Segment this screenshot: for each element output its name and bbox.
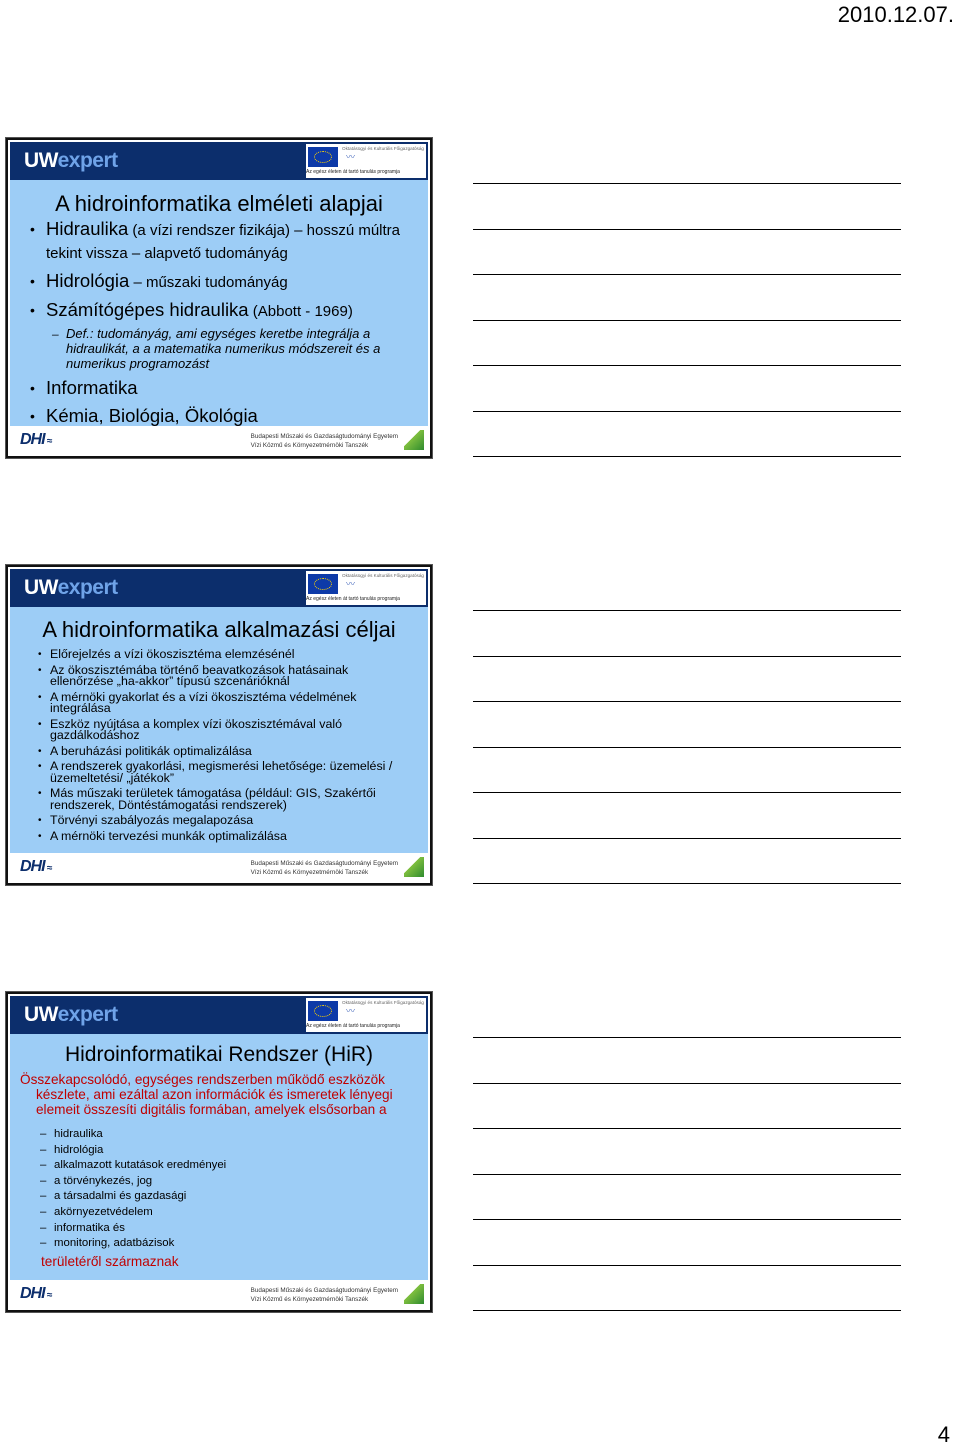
uwexpert-logo: UWexpert <box>24 149 118 172</box>
slide-footer <box>10 426 428 454</box>
slide-1 <box>6 138 432 458</box>
list-item: • A rendszerek gyakorlási, megismerési lehetősége: üzemelési /üzemeltetési/ „játékok” <box>10 761 398 784</box>
slide-3 <box>6 992 432 1312</box>
page-date: 2010.12.07. <box>837 2 954 27</box>
list-item: – hidraulika <box>10 1127 418 1143</box>
note-line <box>473 1310 901 1311</box>
page-number: 4 <box>937 1422 950 1447</box>
eu-logo: 〰 Oktatásügyi és Kulturális Főigazgatóság Az egész életen át tartó tanulás programja <box>306 144 426 178</box>
list-item: • Eszköz nyújtása a komplex vízi ökoszisztémával való gazdálkodáshoz <box>10 719 398 742</box>
note-line <box>473 365 901 366</box>
slide-title: A hidroinformatika elméleti alapjai <box>55 191 383 216</box>
bullet-list <box>10 218 412 426</box>
list-item: – a törvénykezés, jog <box>10 1174 418 1190</box>
list-item: • Előrejelzés a vízi ökoszisztéma elemzésénél <box>10 649 398 661</box>
eu-logo: 〰 Oktatásügyi és Kulturális Főigazgatóság Az egész életen át tartó tanulás programja <box>306 998 426 1032</box>
dhi-logo: DHI ≈ <box>20 858 52 875</box>
bme-logo-icon <box>404 430 424 450</box>
list-item: – akörnyezetvédelem <box>10 1205 418 1221</box>
note-line <box>473 883 901 884</box>
bullet-list <box>10 649 398 846</box>
bme-text: Budapesti Műszaki és Gazdaságtudományi Egyetem Vízi Közmű és Környezetmérnöki Tanszék <box>250 860 398 876</box>
slide-footer <box>10 1280 428 1308</box>
note-line <box>473 701 901 702</box>
list-item: – informatika és <box>10 1221 418 1237</box>
outro-text: területéről származnak <box>41 1254 179 1269</box>
list-item: – monitoring, adatbázisok <box>10 1236 418 1252</box>
note-line <box>473 456 901 457</box>
list-item: • Törvényi szabályozás megalapozása <box>10 815 398 827</box>
eu-bird-icon: 〰 <box>346 152 356 162</box>
note-line <box>473 1128 901 1129</box>
note-line <box>473 411 901 412</box>
note-line <box>473 838 901 839</box>
slide-title: Hidroinformatikai Rendszer (HiR) <box>64 1043 374 1066</box>
list-item: – alkalmazott kutatások eredményei <box>10 1158 418 1174</box>
bme-logo-icon <box>404 1284 424 1304</box>
list-item: • Informatika <box>10 377 412 398</box>
slide-1-background <box>10 142 428 454</box>
uwexpert-logo: UWexpert <box>24 1003 118 1026</box>
slide-header <box>10 569 428 607</box>
bme-text: Budapesti Műszaki és Gazdaságtudományi Egyetem Vízi Közmű és Környezetmérnöki Tanszék <box>250 433 398 449</box>
list-item: • Hidraulika (a vízi rendszer fizikája) – hosszú múltra tekint vissza – alapvető tudományág <box>10 218 412 264</box>
note-line <box>473 610 901 611</box>
slide-2 <box>6 565 432 885</box>
eu-flag-icon <box>308 147 338 167</box>
list-item: • Számítógépes hidraulika (Abbott - 1969) <box>10 299 412 322</box>
list-item: – a társadalmi és gazdasági <box>10 1189 418 1205</box>
uwexpert-logo: UWexpert <box>24 576 118 599</box>
bme-logo-icon <box>404 857 424 877</box>
bullet-list <box>10 1127 418 1252</box>
dhi-logo: DHI ≈ <box>20 431 52 448</box>
note-line <box>473 229 901 230</box>
intro-text: Összekapcsolódó, egységes rendszerben működő eszközök készlete, ami ezáltal azon információk és ismeretek lényegi elemeit összesíti digitális formában, amelyek elsősorban a <box>20 1072 393 1117</box>
eu-bird-icon: 〰 <box>346 579 356 589</box>
list-item: • Az ökoszisztémába történő beavatkozások hatásainak ellenőrzése „ha-akkor” típusú szcenárióknál <box>10 665 398 688</box>
list-item: • Más műszaki területek támogatása (például: GIS, Szakértői rendszerek, Döntéstámogatási rendszerek) <box>10 788 398 811</box>
slide-header <box>10 996 428 1034</box>
note-line <box>473 183 901 184</box>
note-line <box>473 274 901 275</box>
note-line <box>473 320 901 321</box>
slide-footer <box>10 853 428 881</box>
note-line <box>473 747 901 748</box>
list-item: • Kémia, Biológia, Ökológia <box>10 405 412 426</box>
eu-flag-icon <box>308 574 338 594</box>
note-line <box>473 1174 901 1175</box>
list-item: – hidrológia <box>10 1143 418 1159</box>
note-line <box>473 1265 901 1266</box>
eu-logo: 〰 Oktatásügyi és Kulturális Főigazgatóság Az egész életen át tartó tanulás programja <box>306 571 426 605</box>
note-line <box>473 1083 901 1084</box>
note-line <box>473 792 901 793</box>
list-item: • Hidrológia – műszaki tudományág <box>10 270 412 293</box>
bme-text: Budapesti Műszaki és Gazdaságtudományi Egyetem Vízi Közmű és Környezetmérnöki Tanszék <box>250 1287 398 1303</box>
note-line <box>473 1037 901 1038</box>
note-line <box>473 656 901 657</box>
list-item: • A mérnöki tervezési munkák optimalizálása <box>10 831 398 843</box>
slide-3-background <box>10 996 428 1308</box>
definition-item: – Def.: tudományág, ami egységes keretbe integrálja a hidraulikát, a a matematika numerikus módszereit és a numerikus programozást <box>10 326 412 371</box>
eu-bird-icon: 〰 <box>346 1006 356 1016</box>
eu-flag-icon <box>308 1001 338 1021</box>
list-item: • A beruházási politikák optimalizálása <box>10 746 398 758</box>
list-item: • A mérnöki gyakorlat és a vízi ökoszisztéma védelmének integrálása <box>10 692 398 715</box>
slide-title: A hidroinformatika alkalmazási céljai <box>42 617 396 642</box>
slide-2-background <box>10 569 428 881</box>
dhi-logo: DHI ≈ <box>20 1285 52 1302</box>
note-line <box>473 1219 901 1220</box>
slide-header <box>10 142 428 180</box>
